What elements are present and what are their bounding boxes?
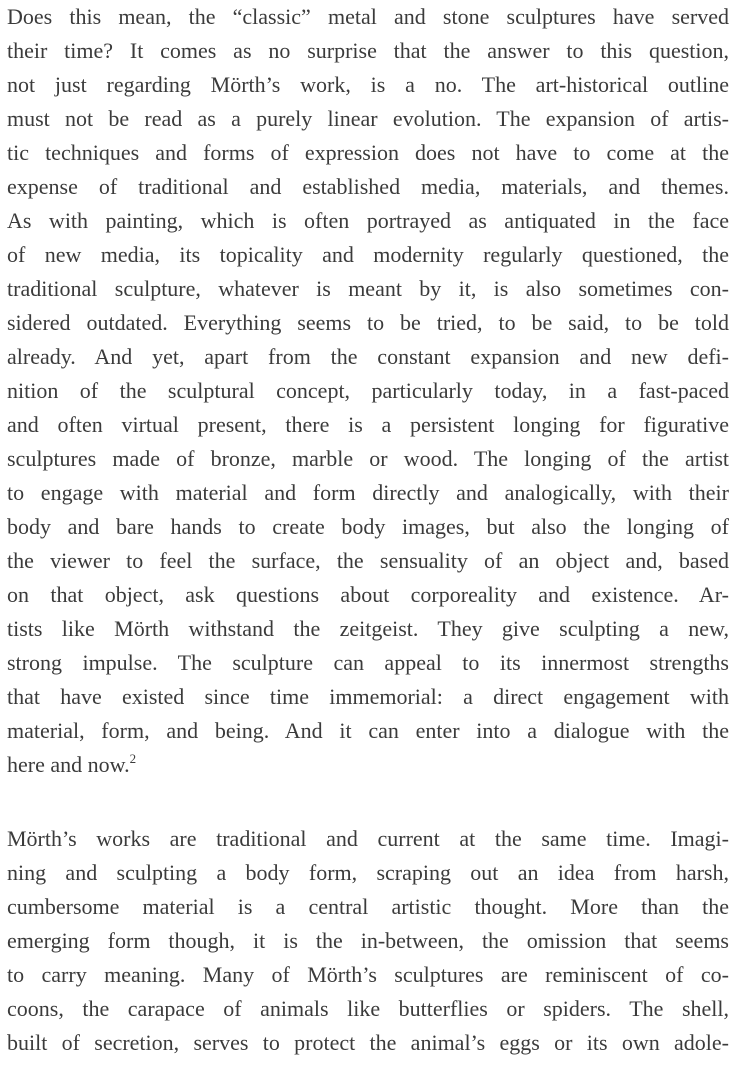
text-line: ning and sculpting a body form, scraping out an idea from harsh, [7,860,729,885]
text-line: Does this mean, the “classic” metal and stone sculptures have served [7,4,729,29]
text-line: on that object, ask questions about corporeality and existence. Ar- [7,582,729,607]
text-line: cumbersome material is a central artistic thought. More than the [7,894,729,919]
text-line: coons, the carapace of animals like butterflies or spiders. The shell, [7,996,729,1021]
text-line: emerging form though, it is the in-between, the omission that seems [7,928,729,953]
text-line: to engage with material and form directly and analogically, with their [7,480,729,505]
text-line: material, form, and being. And it can enter into a dialogue with the [7,718,729,743]
text-line: tic techniques and forms of expression does not have to come at the [7,140,729,165]
text-line: nition of the sculptural concept, particularly today, in a fast-paced [7,378,729,403]
text-line: As with painting, which is often portrayed as antiquated in the face [7,208,729,233]
text-line: tists like Mörth withstand the zeitgeist. They give sculpting a new, [7,616,729,641]
text-line: body and bare hands to create body images, but also the longing of [7,514,729,539]
text-line: sculptures made of bronze, marble or wood. The longing of the artist [7,446,729,471]
text-line: and often virtual present, there is a persistent longing for figurative [7,412,729,437]
text-line: Mörth’s works are traditional and current at the same time. Imagi- [7,826,729,851]
footnote-reference[interactable]: 2 [129,751,137,766]
text-line: sidered outdated. Everything seems to be tried, to be said, to be told [7,310,729,335]
text-line: traditional sculpture, whatever is meant by it, is also sometimes con- [7,276,729,301]
text-line: built of secretion, serves to protect the animal’s eggs or its own adole- [7,1030,729,1055]
text-line: must not be read as a purely linear evolution. The expansion of artis- [7,106,729,131]
text-line: expense of traditional and established media, materials, and themes. [7,174,729,199]
text-line-last [7,748,729,782]
text-line: already. And yet, apart from the constant expansion and new defi- [7,344,729,369]
text-line: the viewer to feel the surface, the sensuality of an object and, based [7,548,729,573]
text-line: not just regarding Mörth’s work, is a no. The art-historical outline [7,72,729,97]
text-line-content: here and now. [7,752,130,777]
text-line: to carry meaning. Many of Mörth’s sculptures are reminiscent of co- [7,962,729,987]
text-line: strong impulse. The sculpture can appeal to its innermost strengths [7,650,729,675]
text-line: their time? It comes as no surprise that the answer to this question, [7,38,729,63]
text-line: of new media, its topicality and modernity regularly questioned, the [7,242,729,267]
text-line: that have existed since time immemorial: a direct engagement with [7,684,729,709]
